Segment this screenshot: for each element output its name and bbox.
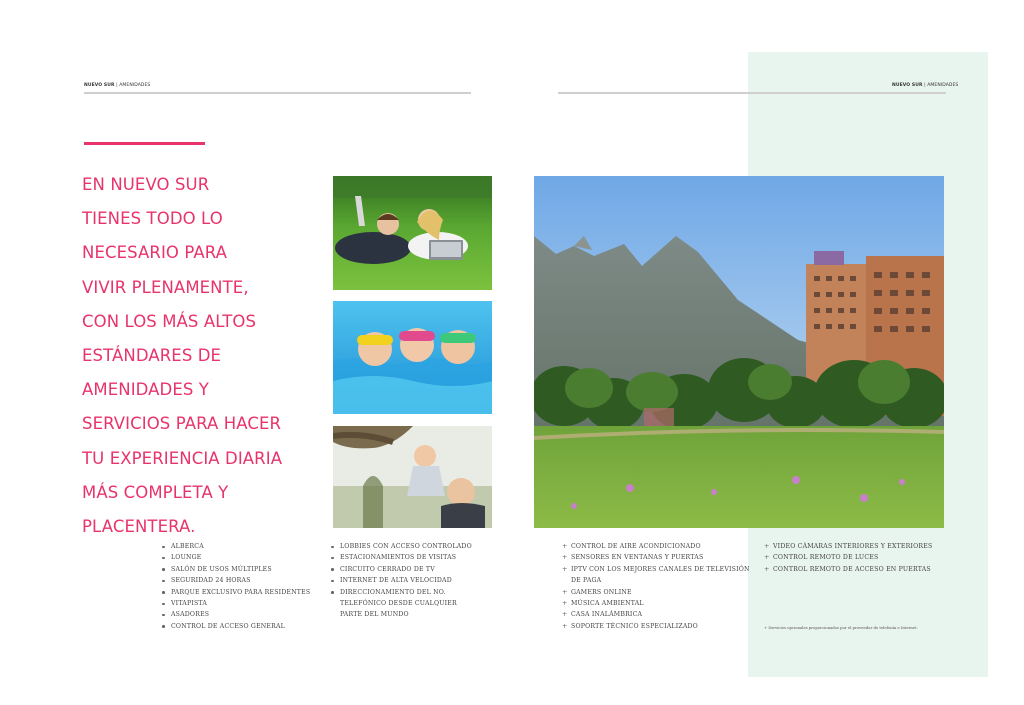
headline-line: MÁS COMPLETA Y	[82, 482, 229, 502]
list-item: LOBBIES CON ACCESO CONTROLADO	[331, 541, 472, 552]
header-rule-right	[558, 92, 946, 94]
headline-line: TU EXPERIENCIA DIARIA	[82, 448, 283, 468]
headline-line: TIENES TODO LO	[82, 209, 223, 229]
headline-line: ESTÁNDARES DE	[82, 346, 222, 366]
headline-line: AMENIDADES Y	[82, 380, 209, 400]
list-item: + SOPORTE TÉCNICO ESPECIALIZADO	[562, 621, 750, 632]
list-item: VITAPISTA	[162, 598, 310, 609]
list-item: + GAMERS ONLINE	[562, 587, 750, 598]
list-item-multiline: DIRECCIONAMIENTO DEL NO. TELEFÓNICO DESDE CUALQUIER PARTE DEL MUNDO	[331, 587, 472, 621]
list-item: CIRCUITO CERRADO DE TV	[331, 564, 472, 575]
photo-park-and-mountain	[534, 176, 944, 528]
photo-couple-on-grass	[333, 176, 492, 290]
list-item: + CONTROL REMOTO DE ACCESO EN PUERTAS	[764, 564, 932, 575]
headline-line: VIVIR PLENAMENTE,	[82, 277, 249, 297]
list-item: + SENSORES EN VENTANAS Y PUERTAS	[562, 552, 750, 563]
photo-father-and-child	[333, 426, 492, 528]
headline-line: NECESARIO PARA	[82, 243, 228, 263]
amenities-column-3	[562, 541, 750, 632]
list-item: ASADORES	[162, 609, 310, 620]
headline-line: EN NUEVO SUR	[82, 175, 210, 194]
photo-kids-in-pool	[333, 301, 492, 414]
list-item-multiline: + IPTV CON LOS MEJORES CANALES DE TELEVISIÓN DE PAGA	[562, 564, 750, 587]
accent-rule	[84, 142, 205, 145]
headline-line: SERVICIOS PARA HACER	[82, 414, 282, 434]
amenities-column-1	[162, 541, 310, 632]
list-item: PARQUE EXCLUSIVO PARA RESIDENTES	[162, 587, 310, 598]
list-item: ESTACIONAMIENTOS DE VISITAS	[331, 552, 472, 563]
amenities-column-4	[764, 541, 932, 575]
list-item: CONTROL DE ACCESO GENERAL	[162, 621, 310, 632]
list-item: ALBERCA	[162, 541, 310, 552]
list-item: SALÓN DE USOS MÚLTIPLES	[162, 564, 310, 575]
headline-line: PLACENTERA.	[82, 517, 196, 537]
headline	[82, 168, 312, 544]
plus-icon: +	[764, 625, 768, 630]
list-item: + CONTROL DE AIRE ACONDICIONADO	[562, 541, 750, 552]
list-item: + CONTROL REMOTO DE LUCES	[764, 552, 932, 563]
headline-line: CON LOS MÁS ALTOS	[82, 311, 257, 331]
running-head-left: NUEVO SUR | AMENIDADES	[84, 83, 151, 88]
list-item: SEGURIDAD 24 HORAS	[162, 575, 310, 586]
amenities-column-2	[331, 541, 472, 621]
footnote: + Servicios opcionales proporcionados por el proveedor de telefonía e Internet.	[764, 625, 918, 630]
list-item: + VIDEO CÁMARAS INTERIORES Y EXTERIORES	[764, 541, 932, 552]
header-rule-left	[84, 92, 471, 94]
list-item: + MÚSICA AMBIENTAL	[562, 598, 750, 609]
list-item: INTERNET DE ALTA VELOCIDAD	[331, 575, 472, 586]
list-item: + CASA INALÁMBRICA	[562, 609, 750, 620]
running-head-right: NUEVO SUR | AMENIDADES	[892, 83, 959, 88]
list-item: LOUNGE	[162, 552, 310, 563]
